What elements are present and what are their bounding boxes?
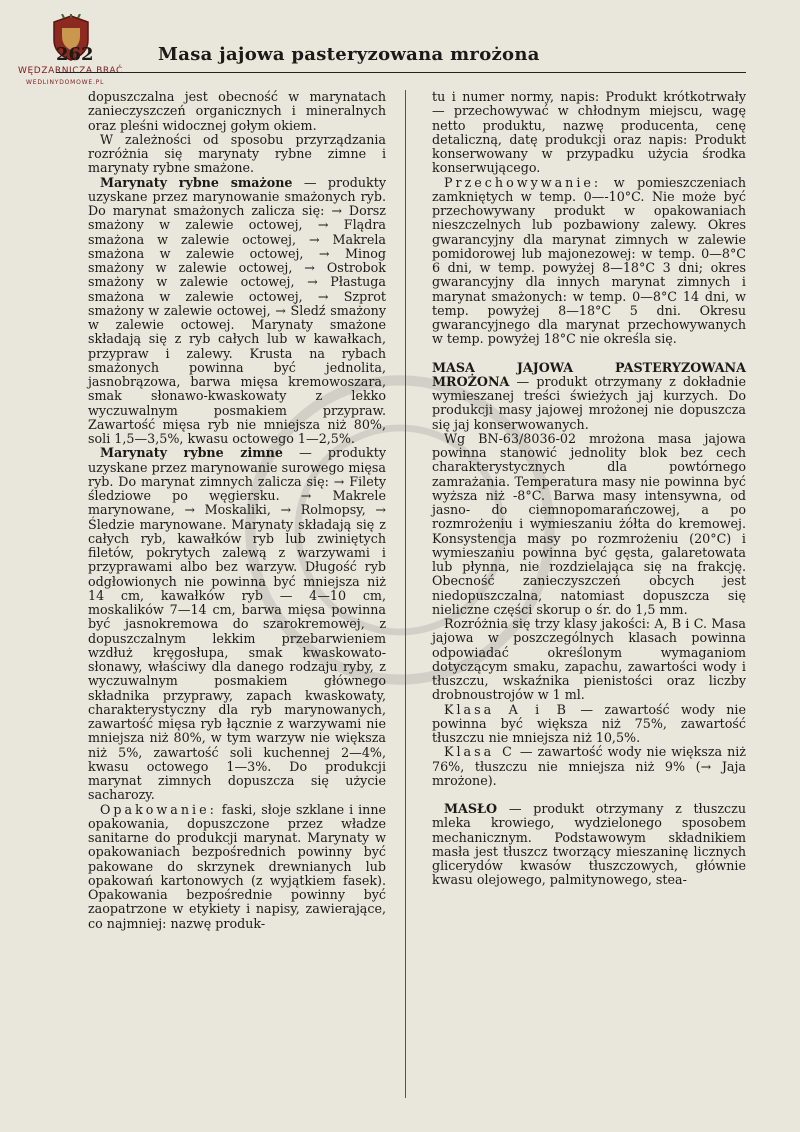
paragraph: [432, 361, 746, 432]
logo-subtext: WEDLINYDOMOWE.PL: [26, 79, 105, 86]
term-heading: Marynaty rybne zimne: [100, 445, 283, 461]
paragraph: [88, 446, 386, 802]
column-divider: [405, 90, 406, 1098]
logo-text: WĘDZARNICZA BRAĆ: [18, 66, 123, 76]
term-definition: — produkty uzyskane przez marynowanie smażonych ryb. Do marynat smażonych zalicza się: → Dorsz smażony w zalewie octowej, → Flądra smażona w zalewie octowej, → Makrela smażona w zalewie octowej, → Minog smażony w zalewie octowej, → Ostrobok smażony w zalewie octowej, → Płastuga smażona w zalewie octowej, → Szprot smażony w zalewie octowej, → Śledź smażony w zalewie octowej. Marynaty smażone składają się z ryb całych lub w kawałkach, przypraw i zalewy. Krusta na rybach smażonych powinna być jednolita, jasnobrązowa, barwa mięsa kremowoszara, smak słonawo-kwaskowaty z lekko wyczuwalnym posmakiem przypraw. Zawartość mięsa ryb nie mniejsza niż 80%, soli 1,5—3,5%, kwasu octowego 1—2,5%.: [88, 174, 387, 446]
entry-text: — produkt otrzymany z dokładnie wymieszanej treści świeżych jaj kurzych. Do produkcji masy jajowej mrożonej nie dopuszcza się jaj konserwowanych.: [432, 373, 746, 432]
paragraph: dopuszczalna jest obecność w marynatach zanieczyszczeń organicznych i mineralnych oraz pleśni widocznej gołym okiem.: [88, 89, 386, 133]
section-text: faski, słoje szklane i inne opakowania, dopuszczone przez władze sanitarne do produkcji marynat. Marynaty w opakowaniach bezpośrednich powinny być pakowane do skrzynek drewnianych lub opakowań kartonowych (z wyjątkiem fasek). Opakowania bezpośrednie powinny być zaopatrzone w etykiety i napisy, zawierające, co najmniej: nazwę produk-: [88, 801, 386, 931]
paragraph: [88, 803, 386, 931]
term-definition: — produkty uzyskane przez marynowanie surowego mięsa ryb. Do marynat zimnych zalicza się: → Filety śledziowe po węgiersku. → Makrele marynowane, → Moskaliki, → Rolmopsy, → Śledzie marynowane. Marynaty składają się z całych ryb, kawałków ryb lub zwiniętych filetów, pokrytych zalewą z warzywami i przyprawami albo bez warzyw. Długość ryb odgłowionych nie powinna być mniejsza niż 14 cm, kawałków ryb — 4—10 cm, moskalików 7—14 cm, barwa mięsa powinna być jasnokremowa do szarokremowej, z dopuszczalnym lekkim przebarwieniem wzdłuż kręgosłupa, smak kwaskowato-słonawy, właściwy dla danego rodzaju ryby, z wyczuwalnym posmakiem głównego składnika przyprawy, zapach kwaskowaty, charakterystyczny dla ryb marynowanych, zawartość mięsa ryb łącznie z warzywami nie mniejsza niż 80%, w tym warzyw nie większa niż 5%, zawartość soli kuchennej 2—4%, kwasu octowego 1—3%. Do produkcji marynat zimnych dopuszcza się użycie sacharozy.: [88, 445, 386, 803]
section-label: Opakowanie:: [100, 801, 217, 817]
paragraph: Rozróżnia się trzy klasy jakości: A, B i C. Masa jajowa w poszczególnych klasach powinna odpowiadać określonym wymaganiom dotyczącym smaku, zapachu, zawartości wody i tłuszczu, wskaźnika pienistości oraz liczby drobnoustrojów w 1 ml.: [432, 616, 746, 703]
paragraph: [88, 176, 386, 447]
class-text: — zawartość wody nie powinna być większa niż 75%, zawartość tłuszczu nie mniejsza niż 10,5%.: [432, 701, 746, 745]
term-heading: Marynaty rybne smażone: [100, 174, 293, 190]
entry-text: — produkt otrzymany z tłuszczu mleka krowiego, wydzielonego sposobem mechanicznym. Podstawowym składnikiem masła jest tłuszcz tworzący mieszaninę licznych glicerydów kwasów tłuszczowych, głównie kwasu olejowego, palmitynowego, stea-: [432, 801, 746, 888]
section-text: w pomieszczeniach zamkniętych w temp. 0—-10°C. Nie może być przechowywany produkt w opakowaniach nieszczelnych lub pozbawiony zalewy. Okres gwarancyjny dla marynat zimnych w zalewie pomidorowej lub majonezowej: w temp. 0—8°C 6 dni, w temp. powyżej 8—18°C 3 dni; okres gwarancyjny dla innych marynat zimnych i marynat smażonych: w temp. 0—8°C 14 dni, w temp. powyżej 8—18°C 5 dni. Okresu gwarancyjnego dla marynat przechowywanych w temp. powyżej 18°C nie określa się.: [432, 174, 746, 347]
page-number: 262: [56, 44, 94, 65]
entry-heading: MASA JAJOWA PASTERYZOWANA MROŻONA: [432, 359, 746, 389]
paragraph: [432, 703, 746, 746]
section-label: Przechowywanie:: [444, 174, 602, 190]
paragraph: [432, 745, 746, 788]
paragraph: W zależności od sposobu przyrządzania rozróżnia się marynaty rybne zimne i marynaty rybne smażone.: [88, 131, 386, 176]
class-text: — zawartość wody nie większa niż 76%, tłuszczu nie mniejsza niż 9% (→ Jaja mrożone).: [432, 744, 746, 788]
header-rule: [56, 72, 746, 73]
paragraph: [432, 176, 746, 347]
paragraph: [432, 802, 746, 888]
paragraph: Wg BN-63/8036-02 mrożona masa jajowa powinna stanowić jednolity blok bez cech charakterystycznych dla powtórnego zamrażania. Temperatura masy nie powinna być wyższa niż -8°C. Barwa masy intensywna, od jasno- do ciemnopomarańczowej, a po rozmrożeniu i wymieszaniu żółta do kremowej. Konsystencja masy po rozmrożeniu (20°C) i wymieszaniu powinna być gęsta, galaretowata lub płynna, nie rozdzielająca się na frakcję. Obecność zanieczyszczeń obcych jest niedopuszczalna, natomiast dopuszcza się nieliczne części skorup o śr. do 1,5 mm.: [432, 430, 746, 617]
right-column: [432, 90, 746, 888]
entry-heading: MASŁO: [444, 801, 498, 816]
running-head: Masa jajowa pasteryzowana mrożona: [158, 44, 540, 65]
class-label: Klasa C: [444, 744, 515, 760]
paragraph: tu i numer normy, napis: Produkt krótkotrwały — przechowywać w chłodnym miejscu, wagę netto produktu, nazwę producenta, cenę detaliczną, datę produkcji oraz napis: Produkt konserwowany w przypadku użycia środka konserwującego.: [432, 89, 746, 176]
left-column: [88, 90, 386, 931]
class-label: Klasa A i B: [444, 701, 569, 717]
